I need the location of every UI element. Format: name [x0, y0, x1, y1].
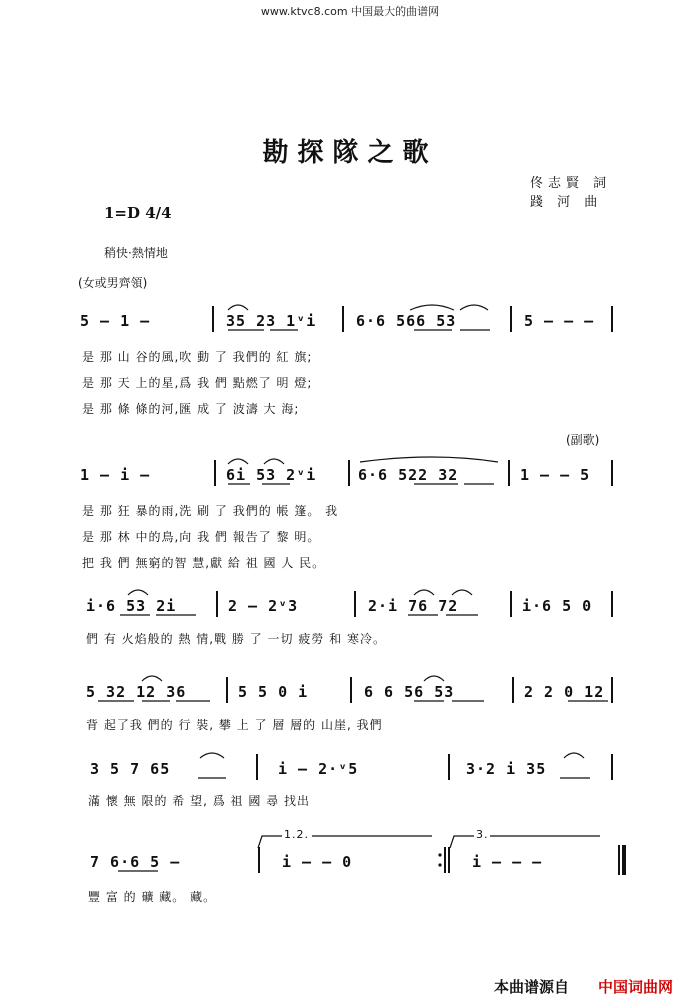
lyric-line: 豐 富 的 礦 藏。 藏。 — [88, 890, 217, 904]
refrain-label: (副歌) — [566, 433, 600, 447]
slur-mark — [424, 676, 444, 681]
slur-mark — [414, 590, 434, 595]
volta-bracket-3 — [450, 836, 600, 848]
measure: 6·6 566 53 — [356, 312, 457, 330]
measure: 6·6 522 32 — [358, 466, 459, 484]
key-signature: 1=D 4/4 — [104, 204, 172, 222]
slur-mark — [452, 590, 472, 595]
slur-mark — [200, 753, 224, 758]
slur-mark — [264, 459, 284, 464]
measure: 35 23 1ᵛi — [226, 312, 317, 330]
measure: i — — 0 — [282, 853, 353, 871]
lyric-line: 滿 懷 無 限的 希 望, 爲 祖 國 尋 找出 — [88, 794, 310, 808]
slur-mark — [460, 305, 488, 310]
repeat-dot — [438, 853, 441, 856]
repeat-dot — [438, 863, 441, 866]
lyric-line: 是 那 狂 暴的雨,洗 刷 了 我們的 帳 篷。 我 — [82, 504, 339, 518]
measure: 1 — i — — [80, 466, 151, 484]
slur-mark — [360, 457, 498, 462]
lyric-line: 背 起了我 們的 行 裝, 攀 上 了 層 層的 山崖, 我們 — [86, 718, 383, 732]
measure: 3·2 i 35 — [466, 760, 547, 778]
slur-mark — [128, 590, 148, 595]
volta-bracket-1-2 — [258, 836, 432, 848]
measure: 6i 53 2ᵛi — [226, 466, 317, 484]
lyric-line: 是 那 條 條的河,匯 成 了 波濤 大 海; — [82, 402, 300, 416]
measure: 2 2 0 12 — [524, 683, 605, 701]
lyric-line: 是 那 山 谷的風,吹 動 了 我們的 紅 旗; — [82, 350, 313, 364]
measure: 5 — 1 — — [80, 312, 151, 330]
lyric-line: 是 那 天 上的星,爲 我 們 點燃了 明 燈; — [82, 376, 313, 390]
volta-label-1-2: 1.2. — [284, 828, 309, 841]
tempo-marking: 稍快·熱情地 — [104, 246, 168, 260]
measure: 5 5 0 i — [238, 683, 309, 701]
slur-mark — [142, 676, 162, 681]
measure: i — 2·ᵛ5 — [278, 760, 359, 778]
measure: 7 6·6 5 — — [90, 853, 181, 871]
composer-credit: 踐 河 曲 — [530, 195, 603, 210]
measure: i — — — — [472, 853, 543, 871]
lyric-line: 是 那 林 中的鳥,向 我 們 報告了 黎 明。 — [82, 530, 321, 544]
song-title: 勘探隊之歌 — [262, 138, 438, 168]
volta-label-3: 3. — [476, 828, 489, 841]
footer-source-label: 本曲谱源自 — [494, 978, 570, 996]
footer-site-link[interactable]: 中国词曲网 — [598, 978, 674, 996]
measure: 2 — 2ᵛ3 — [228, 597, 299, 615]
measure: 5 32 12 36 — [86, 683, 187, 701]
slur-mark — [564, 753, 584, 758]
lyric-line: 們 有 火焰般的 熱 情,戰 勝 了 一切 疲勞 和 寒冷。 — [86, 632, 386, 646]
lyric-line: 把 我 們 無窮的智 慧,獻 給 祖 國 人 民。 — [82, 556, 326, 570]
measure: 2·i 76 72 — [368, 597, 459, 615]
measure: 1 — — 5 — [520, 466, 591, 484]
slur-mark — [228, 459, 248, 464]
slur-mark — [228, 305, 248, 310]
measure: i·6 53 2i — [86, 597, 177, 615]
slur-mark — [410, 305, 454, 310]
voice-instruction: (女或男齊領) — [78, 276, 148, 290]
measure: 3 5 7 65 — [90, 760, 171, 778]
measure: 6 6 56 53 — [364, 683, 455, 701]
source-url: www.ktvc8.com 中国最大的曲谱网 — [260, 5, 440, 18]
lyricist-credit: 佟志賢 詞 — [530, 176, 612, 191]
measure: i·6 5 0 — [522, 597, 593, 615]
measure: 5 — — — — [524, 312, 595, 330]
